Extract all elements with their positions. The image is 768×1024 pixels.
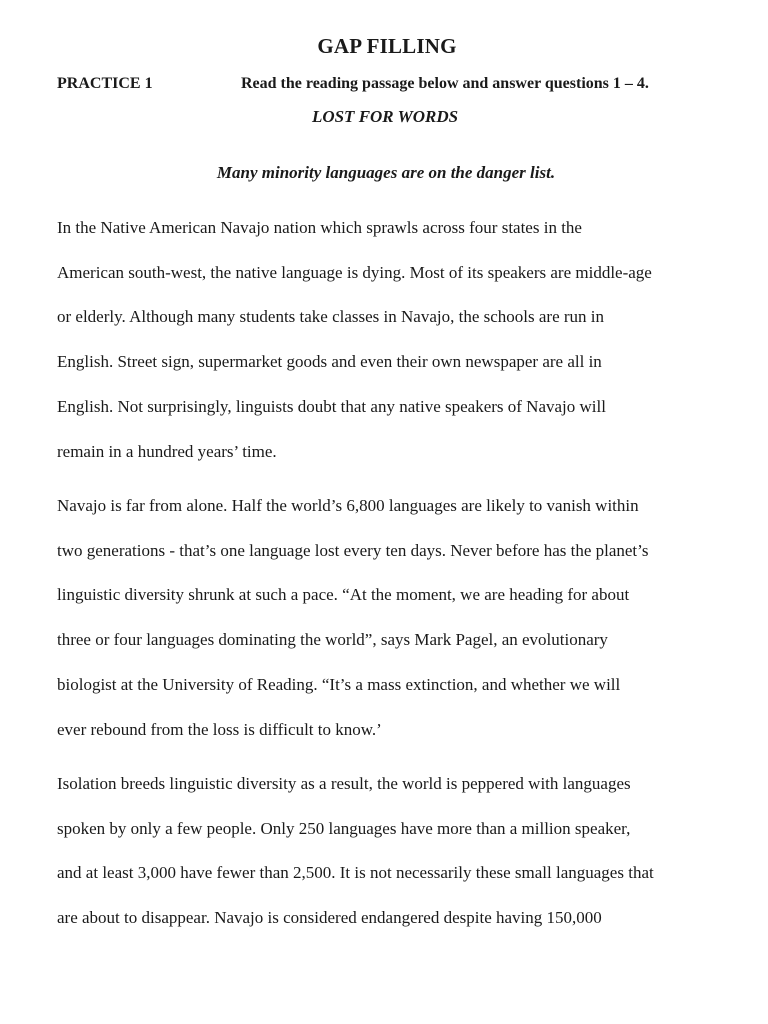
text-line: biologist at the University of Reading. “It’s a mass extinction, and whether we will bbox=[57, 674, 621, 694]
text-line: English. Street sign, supermarket goods and even their own newspaper are all in bbox=[57, 352, 602, 372]
page-heading: GAP FILLING bbox=[317, 34, 457, 58]
text-line: spoken by only a few people. Only 250 languages have more than a million speaker, bbox=[57, 818, 631, 838]
instruction-text: Read the reading passage below and answer questions 1 – 4. bbox=[241, 75, 649, 92]
text-line: remain in a hundred years’ time. bbox=[57, 441, 277, 461]
text-line: two generations - that’s one language lost every ten days. Never before has the planet’s bbox=[57, 540, 649, 560]
text-line: or elderly. Although many students take classes in Navajo, the schools are run in bbox=[57, 307, 605, 327]
text-line: three or four languages dominating the world”, says Mark Pagel, an evolutionary bbox=[57, 630, 608, 650]
paragraph-2 bbox=[57, 484, 727, 752]
passage-title: LOST FOR WORDS bbox=[311, 107, 459, 126]
text-line: In the Native American Navajo nation which sprawls across four states in the bbox=[57, 218, 582, 237]
text-line: English. Not surprisingly, linguists doubt that any native speakers of Navajo will bbox=[57, 396, 606, 416]
text-line: and at least 3,000 have fewer than 2,500. It is not necessarily these small languages that bbox=[57, 863, 654, 883]
text-line: Navajo is far from alone. Half the world’s 6,800 languages are likely to vanish within bbox=[57, 496, 639, 515]
text-line: Isolation breeds linguistic diversity as a result, the world is peppered with languages bbox=[57, 774, 631, 793]
text-line: ever rebound from the loss is difficult to know.’ bbox=[57, 719, 382, 739]
paragraph-3 bbox=[57, 762, 727, 941]
practice-label: PRACTICE 1 bbox=[57, 75, 153, 92]
text-line: are about to disappear. Navajo is considered endangered despite having 150,000 bbox=[57, 908, 602, 928]
text-line: American south-west, the native language is dying. Most of its speakers are middle-age bbox=[57, 262, 652, 282]
practice-header bbox=[57, 75, 737, 93]
paragraph-1 bbox=[57, 206, 727, 474]
passage-subtitle: Many minority languages are on the danger list. bbox=[216, 163, 556, 182]
text-line: linguistic diversity shrunk at such a pace. “At the moment, we are heading for about bbox=[57, 585, 630, 605]
